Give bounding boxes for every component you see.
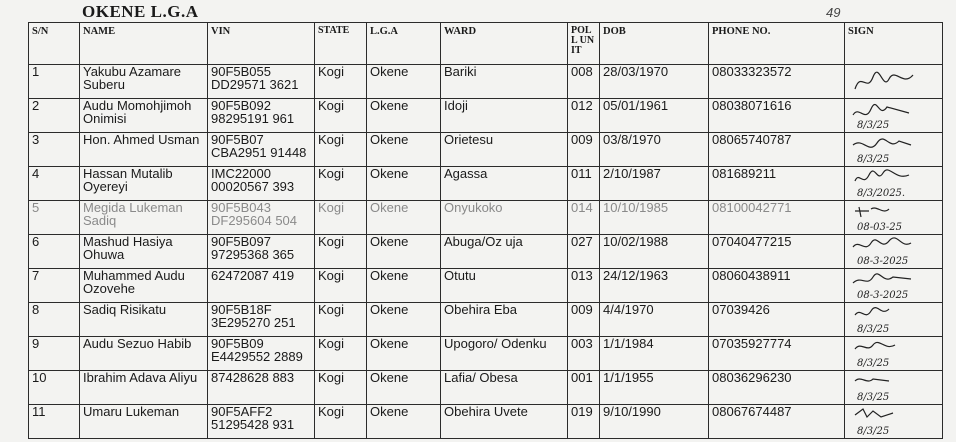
header-ward: WARD [441,23,568,65]
cell-state: Kogi [315,99,367,133]
handwritten-signature [849,373,919,403]
cell-state: Kogi [315,167,367,201]
cell-sign [845,167,943,201]
cell-vin: 90F5B07 CBA2951 91448 [208,133,315,167]
cell-lga: Okene [367,99,441,133]
cell-state: Kogi [315,371,367,405]
signature-date: 8/3/25 [857,324,890,335]
cell-ward: Onyukoko [441,201,568,235]
cell-ward: Obehira Eba [441,303,568,337]
header-row [29,23,943,65]
signature-date: 8/3/2025. [857,188,906,199]
cell-poll-unit: 014 [568,201,600,235]
cell-dob: 10/10/1985 [600,201,709,235]
cell-phone: 08067674487 [709,405,845,439]
cell-vin: 62472087 419 [208,269,315,303]
handwritten-signature [849,305,919,335]
cell-phone: 08060438911 [709,269,845,303]
signature-date: 8/3/25 [857,154,890,165]
cell-phone: 07040477215 [709,235,845,269]
cell-poll-unit: 011 [568,167,600,201]
cell-ward: Agassa [441,167,568,201]
cell-state: Kogi [315,133,367,167]
cell-sn: 7 [29,269,80,303]
signature-date: 8/3/25 [857,120,890,131]
table-row [29,405,943,439]
cell-sign [845,99,943,133]
cell-sn: 8 [29,303,80,337]
register-table [28,22,943,439]
handwritten-signature [849,135,919,165]
cell-lga: Okene [367,201,441,235]
cell-vin: 90F5B055 DD29571 3621 [208,65,315,99]
handwritten-signature [849,271,919,301]
cell-name: Audu Momohjimoh Onimisi [80,99,208,133]
header-state: STATE [315,23,367,65]
signature-date: 08-3-2025 [857,290,909,301]
signature-date: 8/3/25 [857,392,890,403]
table-row [29,65,943,99]
table-row [29,235,943,269]
cell-name: Umaru Lukeman [80,405,208,439]
cell-ward: Idoji [441,99,568,133]
handwritten-signature [849,237,919,267]
table-row [29,167,943,201]
handwritten-signature [849,407,919,437]
cell-ward: Obehira Uvete [441,405,568,439]
cell-name: Sadiq Risikatu [80,303,208,337]
cell-state: Kogi [315,337,367,371]
cell-lga: Okene [367,269,441,303]
cell-lga: Okene [367,235,441,269]
register-body [29,65,943,439]
cell-poll-unit: 027 [568,235,600,269]
cell-poll-unit: 003 [568,337,600,371]
cell-dob: 1/1/1984 [600,337,709,371]
cell-name: Hon. Ahmed Usman [80,133,208,167]
cell-ward: Upogoro/ Odenku [441,337,568,371]
cell-poll-unit: 001 [568,371,600,405]
handwritten-signature [849,169,919,199]
cell-vin: 90F5AFF2 51295428 931 [208,405,315,439]
cell-sign [845,65,943,99]
cell-ward: Bariki [441,65,568,99]
cell-sn: 4 [29,167,80,201]
cell-sign [845,303,943,337]
cell-state: Kogi [315,405,367,439]
cell-sn: 9 [29,337,80,371]
cell-state: Kogi [315,201,367,235]
cell-vin: 90F5B18F 3E295270 251 [208,303,315,337]
cell-ward: Abuga/Oz uja [441,235,568,269]
header-sn: S/N [29,23,80,65]
header-sign: SIGN [845,23,943,65]
cell-dob: 1/1/1955 [600,371,709,405]
cell-phone: 081689211 [709,167,845,201]
cell-poll-unit: 019 [568,405,600,439]
table-row [29,201,943,235]
handwritten-signature [849,339,919,369]
cell-sn: 10 [29,371,80,405]
handwritten-signature [849,203,919,233]
table-row [29,371,943,405]
header-vin: VIN [208,23,315,65]
cell-phone: 07039426 [709,303,845,337]
header-lga: L.G.A [367,23,441,65]
cell-phone: 08038071616 [709,99,845,133]
handwritten-signature [849,67,919,97]
cell-state: Kogi [315,65,367,99]
cell-sign [845,269,943,303]
cell-name: Yakubu Azamare Suberu [80,65,208,99]
cell-poll-unit: 008 [568,65,600,99]
table-row [29,269,943,303]
table-row [29,99,943,133]
cell-poll-unit: 012 [568,99,600,133]
page-number: 49 [826,5,841,20]
handwritten-signature [849,101,919,131]
cell-sn: 5 [29,201,80,235]
cell-dob: 4/4/1970 [600,303,709,337]
cell-state: Kogi [315,303,367,337]
cell-phone: 07035927774 [709,337,845,371]
cell-lga: Okene [367,167,441,201]
signature-date: 8/3/25 [857,426,890,437]
cell-phone: 08033323572 [709,65,845,99]
header-poll-unit: POLL UNIT [568,23,600,65]
cell-name: Ibrahim Adava Aliyu [80,371,208,405]
table-row [29,133,943,167]
cell-dob: 9/10/1990 [600,405,709,439]
cell-lga: Okene [367,65,441,99]
cell-lga: Okene [367,405,441,439]
cell-sn: 6 [29,235,80,269]
cell-name: Hassan Mutalib Oyereyi [80,167,208,201]
cell-ward: Orietesu [441,133,568,167]
cell-name: Muhammed Audu Ozovehe [80,269,208,303]
cell-sn: 11 [29,405,80,439]
cell-dob: 05/01/1961 [600,99,709,133]
cell-lga: Okene [367,133,441,167]
cell-sign [845,337,943,371]
table-row [29,337,943,371]
table-row [29,303,943,337]
cell-vin: 90F5B043 DF295604 504 [208,201,315,235]
cell-phone: 08100042771 [709,201,845,235]
cell-lga: Okene [367,337,441,371]
cell-name: Mashud Hasiya Ohuwa [80,235,208,269]
cell-sign [845,235,943,269]
signature-date: 08-03-25 [857,222,902,233]
header-name: NAME [80,23,208,65]
signature-date: 08-3-2025 [857,256,909,267]
cell-dob: 24/12/1963 [600,269,709,303]
cell-state: Kogi [315,235,367,269]
cell-vin: 90F5B097 97295368 365 [208,235,315,269]
cell-ward: Lafia/ Obesa [441,371,568,405]
cell-ward: Otutu [441,269,568,303]
cell-vin: 90F5B092 98295191 961 [208,99,315,133]
cell-poll-unit: 013 [568,269,600,303]
cell-sign [845,201,943,235]
cell-vin: IMC22000 00020567 393 [208,167,315,201]
cell-dob: 03/8/1970 [600,133,709,167]
cell-dob: 28/03/1970 [600,65,709,99]
cell-sn: 3 [29,133,80,167]
cell-sign [845,133,943,167]
cell-poll-unit: 009 [568,303,600,337]
signature-date: 8/3/25 [857,358,890,369]
cell-phone: 08036296230 [709,371,845,405]
cell-phone: 08065740787 [709,133,845,167]
header-dob: DOB [600,23,709,65]
cell-dob: 2/10/1987 [600,167,709,201]
cell-name: Audu Sezuo Habib [80,337,208,371]
header-phone: PHONE NO. [709,23,845,65]
cell-lga: Okene [367,303,441,337]
document-title: OKENE L.G.A [82,2,199,21]
cell-state: Kogi [315,269,367,303]
cell-sn: 1 [29,65,80,99]
cell-lga: Okene [367,371,441,405]
cell-sign [845,405,943,439]
cell-dob: 10/02/1988 [600,235,709,269]
cell-sn: 2 [29,99,80,133]
cell-name: Megida Lukeman Sadiq [80,201,208,235]
cell-poll-unit: 009 [568,133,600,167]
cell-vin: 90F5B09 E4429552 2889 [208,337,315,371]
cell-vin: 87428628 883 [208,371,315,405]
cell-sign [845,371,943,405]
